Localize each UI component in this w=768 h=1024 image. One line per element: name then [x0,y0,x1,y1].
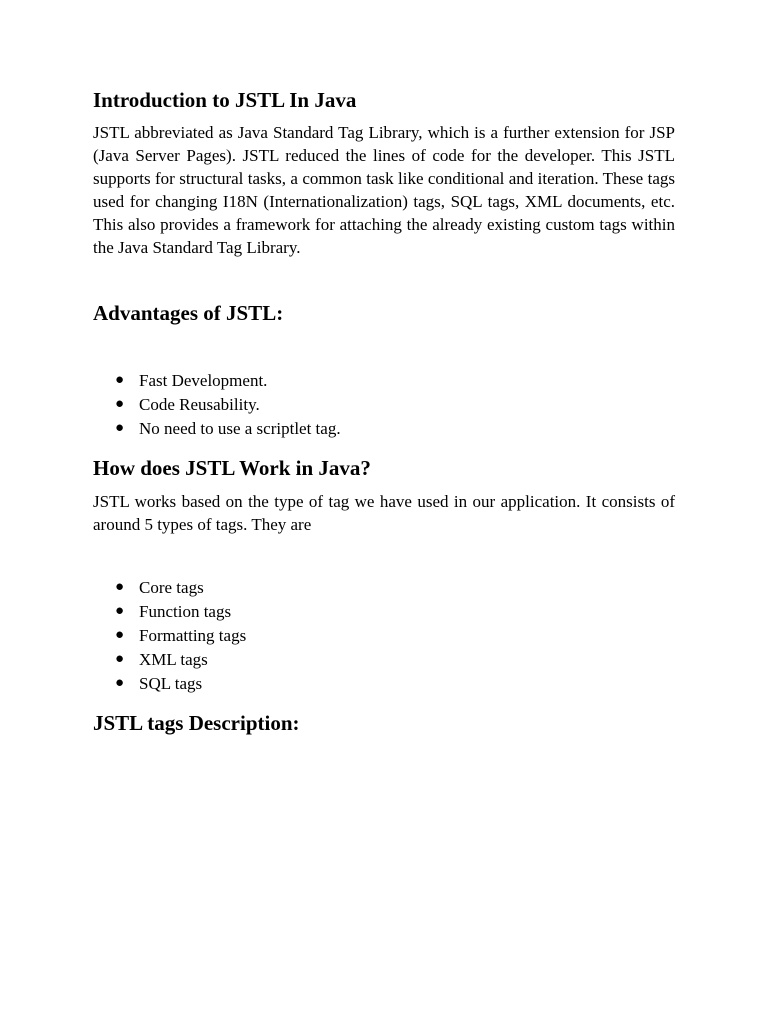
bullet-dot-icon: ● [115,626,125,643]
list-item [93,600,675,624]
list-item-text: Formatting tags [139,625,247,645]
list-item [93,672,675,696]
document-page [93,86,675,737]
list-item [93,648,675,672]
list-item [93,369,675,393]
list-item [93,624,675,648]
bullet-dot-icon: ● [115,419,125,436]
bullet-dot-icon: ● [115,372,125,388]
list-item-text: Fast Development. [139,371,268,390]
paragraph-introduction: JSTL abbreviated as Java Standard Tag Library, which is a further extension for JSP (Java Server Pages). JSTL reduced the lines of code for the developer. This JSTL supports for structural tasks, a common task like conditional and iteration. These tags used for changing I18N (Internationalization) tags, SQL tags, XML documents, etc. This also provides a framework for attaching the already existing custom tags within the Java Standard Tag Library. [93,123,675,257]
list-item-text: Function tags [139,602,232,622]
paragraph-how-it-works: JSTL works based on the type of tag we have used in our application. It consists of around 5 types of tags. They are [93,492,675,535]
advantages-list [93,369,675,440]
heading-advantages: Advantages of JSTL: [93,301,284,325]
tag-types-list [93,576,675,695]
bullet-dot-icon: ● [115,674,125,691]
list-item-text: No need to use a scriptlet tag. [139,418,341,438]
bullet-dot-icon: ● [115,579,125,596]
list-item-text: Code Reusability. [139,394,260,414]
list-item-text: Core tags [139,578,204,598]
bullet-dot-icon: ● [115,395,125,412]
list-item-text: XML tags [139,649,208,669]
bullet-dot-icon: ● [115,650,125,667]
list-item [93,417,675,441]
list-item [93,393,675,417]
bullet-dot-icon: ● [115,603,125,620]
heading-introduction: Introduction to JSTL In Java [93,88,357,112]
list-item [93,576,675,600]
list-item-text: SQL tags [139,673,203,693]
heading-how-it-works: How does JSTL Work in Java? [93,456,371,481]
heading-tags-description: JSTL tags Description: [93,711,300,736]
